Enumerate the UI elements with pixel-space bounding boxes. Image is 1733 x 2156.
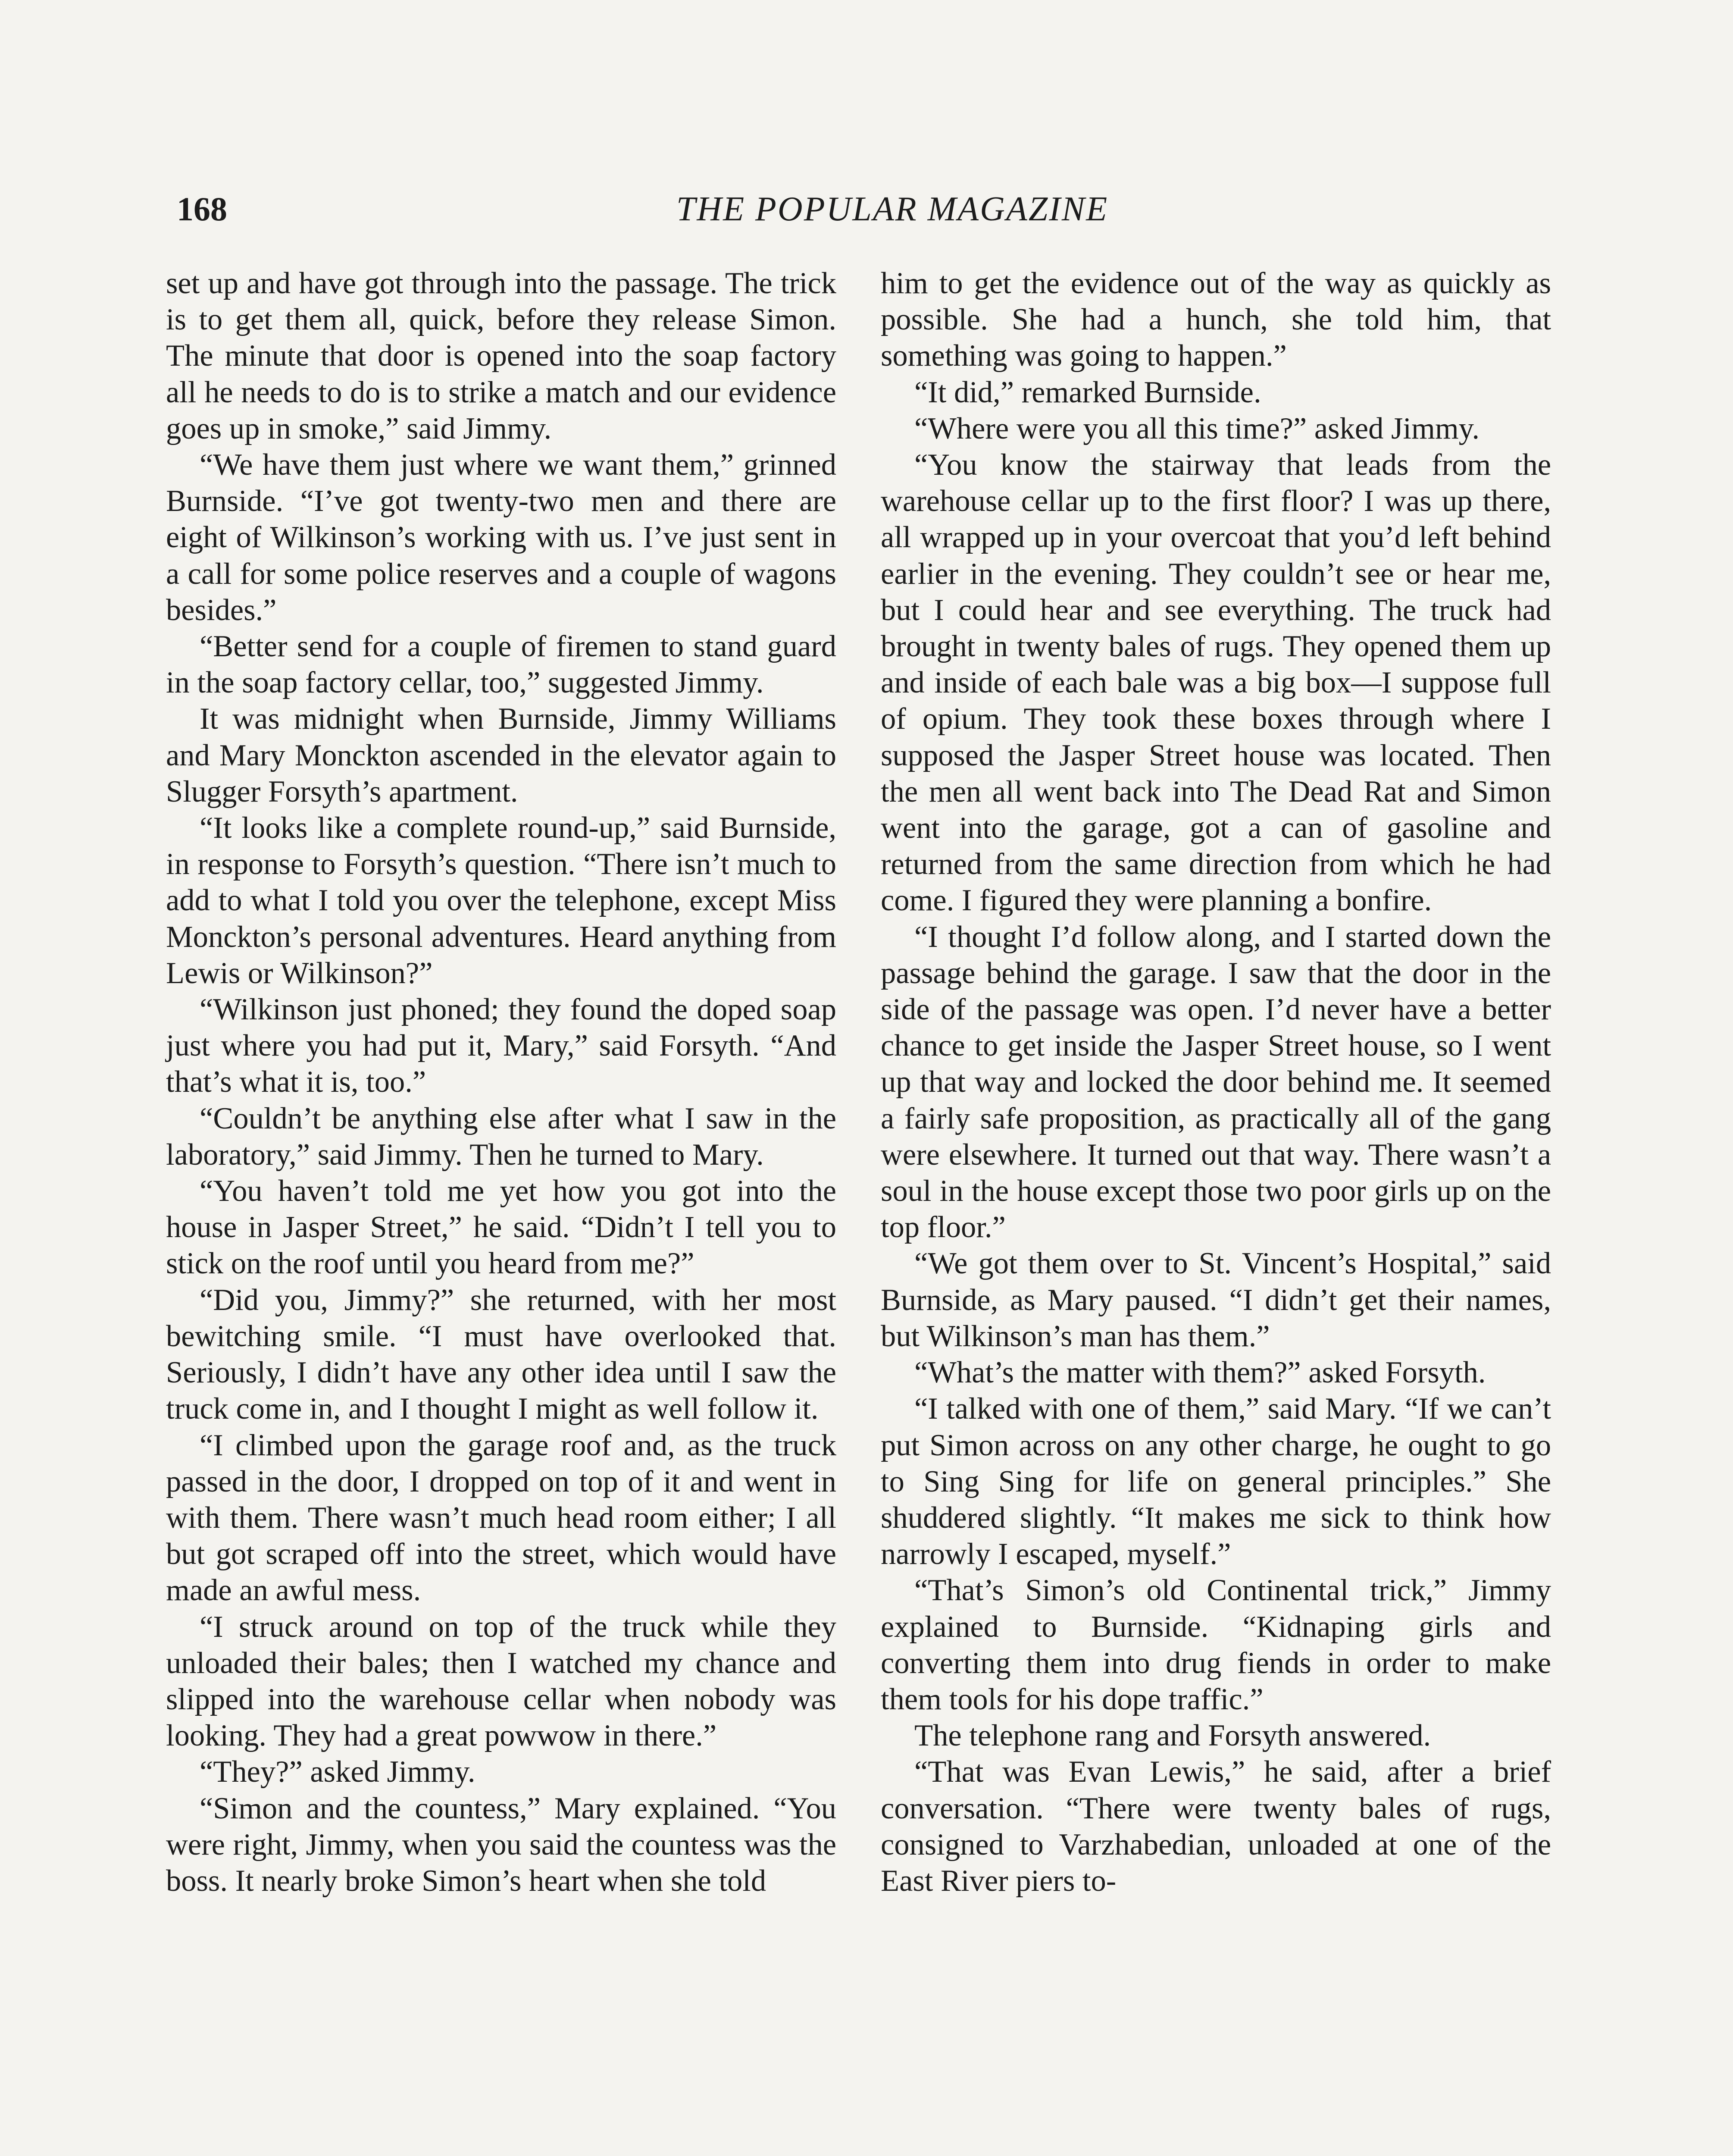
paragraph: “It looks like a complete round-up,” said Burnside, in response to Forsyth’s question. “There isn’t much to add to what I told you over the telephone, except Miss Monckton’s personal adventures. Heard anything from Lewis or Wilkinson?” xyxy=(166,811,836,990)
paragraph: “Where were you all this time?” asked Jimmy. xyxy=(914,411,1480,445)
left-column xyxy=(166,265,836,1899)
paragraph: “Wilkinson just phoned; they found the doped soap just where you had put it, Mary,” said Forsyth. “And that’s what it is, too.” xyxy=(166,993,836,1099)
paragraph: “We have them just where we want them,” grinned Burnside. “I’ve got twenty-two men and there are eight of Wilkinson’s working with us. I’ve just sent in a call for some police reserves and a couple of wagons besides.” xyxy=(166,448,836,627)
paragraph: “They?” asked Jimmy. xyxy=(200,1755,475,1789)
paragraph: “I thought I’d follow along, and I started down the passage behind the garage. I saw that the door in the side of the passage was open. I’d never have a better chance to get inside the Jasper Street house, so I went up that way and locked the door behind me. It seemed a fairly safe proposition, as practically all of the gang were elsewhere. It turned out that way. There wasn’t a soul in the house except those two poor girls up on the top floor.” xyxy=(881,920,1551,1244)
paragraph: The telephone rang and Forsyth answered. xyxy=(914,1719,1431,1753)
paragraph: “I struck around on top of the truck while they unloaded their bales; then I watched my chance and slipped into the warehouse cellar when nobody was looking. They had a great powwow in there.” xyxy=(166,1610,836,1753)
paragraph: “That was Evan Lewis,” he said, after a brief conversation. “There were twenty bales of rugs, consigned to Varzhabedian, unloaded at one of the East River piers to- xyxy=(881,1755,1551,1898)
paragraph: “It did,” remarked Burnside. xyxy=(914,375,1261,409)
paragraph: “Better send for a couple of firemen to stand guard in the soap factory cellar, too,” suggested Jimmy. xyxy=(166,630,836,700)
right-column xyxy=(881,265,1551,1899)
paragraph: set up and have got through into the passage. The trick is to get them all, quick, before they release Simon. The minute that door is opened into the soap factory all he needs to do is to strike a match and our evidence goes up in smoke,” said Jimmy. xyxy=(166,266,836,445)
page-header xyxy=(177,190,1556,241)
paragraph: “What’s the matter with them?” asked Forsyth. xyxy=(914,1356,1486,1390)
paragraph: “I climbed upon the garage roof and, as the truck passed in the door, I dropped on top of it and went in with them. There wasn’t much head room either; I all but got scraped off into the street, which would have made an awful mess. xyxy=(166,1428,836,1608)
paragraph: “You know the stairway that leads from the warehouse cellar up to the first floor? I was up there, all wrapped up in your overcoat that you’d left behind earlier in the evening. They couldn’t see or hear me, but I could hear and see everything. The truck had brought in twenty bales of rugs. They opened them up and inside of each bale was a big box—I suppose full of opium. They took these boxes through where I supposed the Jasper Street house was located. Then the men all went back into The Dead Rat and Simon went into the garage, got a can of gasoline and returned from the same direction from which he had come. I figured they were planning a bonfire. xyxy=(881,448,1551,918)
paragraph: “Did you, Jimmy?” she returned, with her most bewitching smile. “I must have overlooked that. Seriously, I didn’t have any other idea until I saw the truck come in, and I thought I might as well follow it. xyxy=(166,1283,836,1426)
paragraph: him to get the evidence out of the way as quickly as possible. She had a hunch, she told him, that something was going to happen.” xyxy=(881,266,1551,373)
paragraph: “We got them over to St. Vincent’s Hospital,” said Burnside, as Mary paused. “I didn’t get their names, but Wilkinson’s man has them.” xyxy=(881,1247,1551,1353)
running-head: THE POPULAR MAGAZINE xyxy=(676,190,1109,228)
paragraph: “Simon and the countess,” Mary explained. “You were right, Jimmy, when you said the countess was the boss. It nearly broke Simon’s heart when she told xyxy=(166,1791,836,1898)
paragraph: “That’s Simon’s old Continental trick,” Jimmy explained to Burnside. “Kidnaping girls and converting them into drug fiends in order to make them tools for his dope traffic.” xyxy=(881,1573,1551,1716)
paragraph: “Couldn’t be anything else after what I saw in the laboratory,” said Jimmy. Then he turned to Mary. xyxy=(166,1101,836,1172)
page-number: 168 xyxy=(177,190,227,228)
paragraph: “You haven’t told me yet how you got into the house in Jasper Street,” he said. “Didn’t I tell you to stick on the roof until you heard from me?” xyxy=(166,1174,836,1281)
paragraph: It was midnight when Burnside, Jimmy Williams and Mary Monckton ascended in the elevator again to Slugger Forsyth’s apartment. xyxy=(166,702,836,808)
paragraph: “I talked with one of them,” said Mary. “If we can’t put Simon across on any other charge, he ought to go to Sing Sing for life on general principles.” She shuddered slightly. “It makes me sick to think how narrowly I escaped, myself.” xyxy=(881,1392,1551,1571)
